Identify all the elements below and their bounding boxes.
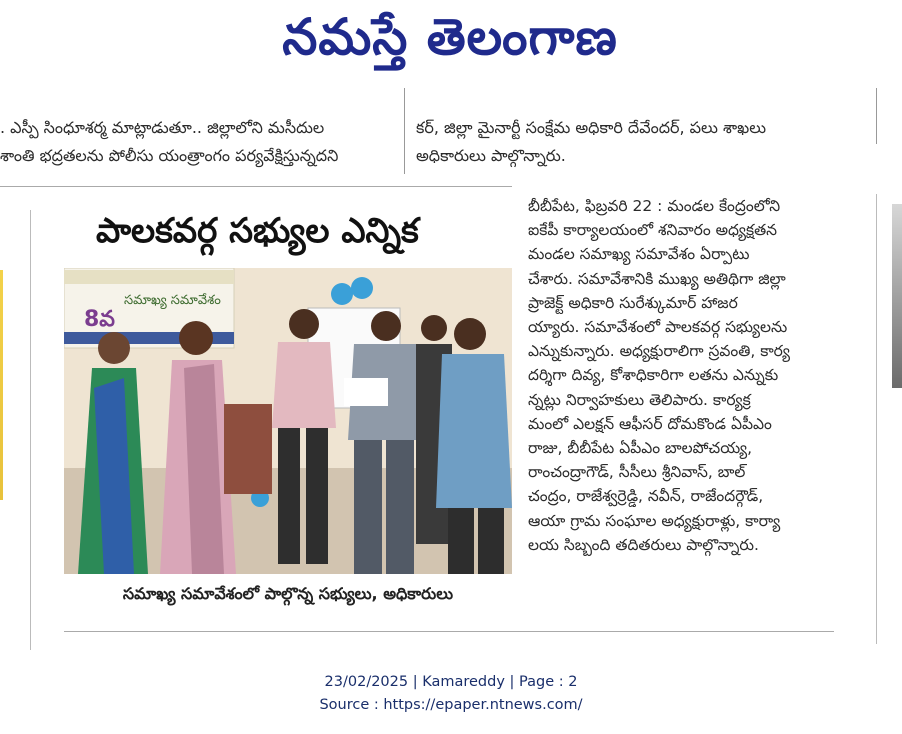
column-divider bbox=[404, 88, 405, 174]
text-line: అధికారులు పాల్గొన్నారు. bbox=[416, 146, 566, 165]
masthead-title: నమస్తే తెలంగాణ bbox=[282, 8, 618, 66]
article-line: చంద్రం, రాజేశ్వర్రెడ్డి, నవీన్, రాజేందర్గౌడ్, bbox=[528, 487, 764, 506]
text-line: కర్, జిల్లా మైనార్టీ సంక్షేమ అధికారి దేవేందర్, పలు శాఖలు bbox=[416, 118, 767, 137]
article-line: ఆయా గ్రామ సంఘాల అధ్యక్షురాళ్లు, కార్యా bbox=[528, 511, 781, 530]
top-left-column bbox=[0, 114, 392, 174]
column-divider bbox=[30, 210, 31, 650]
article-line: య్యారు. సమావేశంలో పాలకవర్గ సభ్యులను bbox=[528, 318, 788, 337]
article-line: దర్శిగా దివ్య, కోశాధికారిగా లతను ఎన్నుకు bbox=[528, 366, 779, 385]
right-photo-fragment bbox=[892, 204, 902, 388]
article-line: ఐకేపీ కార్యాలయంలో శనివారం అధ్యక్షతన bbox=[528, 221, 778, 240]
article-line: చేశారు. సమావేశానికి ముఖ్య అతిథిగా జిల్లా bbox=[528, 269, 786, 288]
article-line: ఎన్నుకున్నారు. అధ్యక్షురాలిగా స్రవంతి, కార్య bbox=[528, 342, 790, 361]
section-rule bbox=[0, 186, 512, 187]
article-photo bbox=[64, 268, 512, 574]
column-divider bbox=[876, 194, 877, 644]
text-line: శాంతి భద్రతలను పోలీసు యంత్రాంగం పర్యవేక్షిస్తున్నదని bbox=[0, 146, 339, 165]
text-line: . ఎస్పీ సింధూశర్మ మాట్లాడుతూ.. జిల్లాలోని మసీదుల bbox=[0, 118, 325, 137]
banner-date: 8వ bbox=[84, 307, 115, 332]
article-line: న్నట్లు నిర్వాహకులు తెలిపారు. కార్యక్ర bbox=[528, 390, 751, 409]
banner-text: సమాఖ్య సమావేశం bbox=[124, 293, 221, 308]
article-body bbox=[528, 194, 846, 557]
photo-caption: సమాఖ్య సమావేశంలో పాల్గొన్న సభ్యులు, అధికారులు bbox=[122, 584, 454, 603]
article-line: రాజు, బీబీపేట ఏపీఎం బాలపోచయ్య, bbox=[528, 439, 752, 458]
article-line: రాంచంద్రాగౌడ్, సీసీలు శ్రీనివాస్, బాల్ bbox=[528, 463, 746, 482]
article-line: మంలో ఎలక్షన్ ఆఫీసర్ దోమకొండ ఏపీఎం bbox=[528, 414, 772, 433]
left-photo-fragment bbox=[0, 270, 3, 500]
cut-text-line bbox=[0, 94, 392, 106]
article-line: మండల సమాఖ్య సమావేశం ఏర్పాటు bbox=[528, 245, 750, 264]
article-line: బీబీపేట, ఫిబ్రవరి 22 : మండల కేంద్రంలోని bbox=[528, 197, 781, 215]
column-divider bbox=[876, 88, 877, 144]
article-headline: పాలకవర్గ సభ్యుల ఎన్నిక bbox=[96, 211, 419, 251]
article-line: లయ సిబ్బంది తదితరులు పాల్గొన్నారు. bbox=[528, 535, 759, 554]
footer-source: Source : https://epaper.ntnews.com/ bbox=[319, 697, 583, 713]
footer-date-edition: 23/02/2025 | Kamareddy | Page : 2 bbox=[324, 674, 578, 690]
section-rule bbox=[64, 631, 834, 632]
people-photo-illustration bbox=[64, 268, 512, 574]
top-right-column bbox=[416, 114, 836, 174]
article-line: ప్రాజెక్ట్ అధికారి సురేశ్కుమార్ హాజర bbox=[528, 293, 738, 312]
